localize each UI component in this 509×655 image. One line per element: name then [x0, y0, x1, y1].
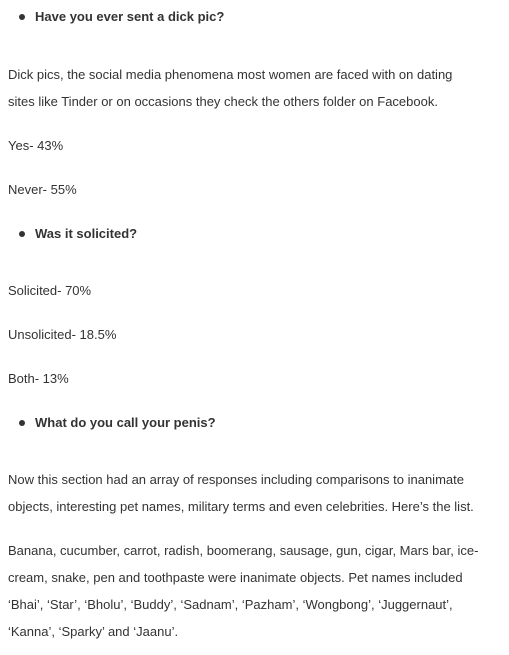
stat-never: [8, 176, 504, 203]
question-heading: [8, 226, 137, 241]
stat-text: Unsolicited- 18.5%: [8, 327, 117, 342]
stat-text: Never- 55%: [8, 182, 77, 197]
paragraph-line: cream, snake, pen and toothpaste were inanimate objects. Pet names included: [8, 570, 463, 585]
question-text: What do you call your penis?: [35, 415, 216, 430]
paragraph-line: objects, interesting pet names, military terms and even celebrities. Here’s the list.: [8, 499, 474, 514]
paragraph: [8, 61, 504, 115]
question-heading: [8, 415, 216, 430]
bullet-icon: [19, 420, 25, 426]
question-text: Have you ever sent a dick pic?: [35, 9, 225, 24]
stat-text: Both- 13%: [8, 371, 69, 386]
stat-text: Solicited- 70%: [8, 283, 92, 298]
paragraph-line: Banana, cucumber, carrot, radish, boomerang, sausage, gun, cigar, Mars bar, ice-: [8, 543, 479, 558]
question-heading: [8, 9, 224, 24]
stat-solicited: [8, 277, 504, 304]
bullet-icon: [19, 14, 25, 20]
paragraph-line: ‘Bhai’, ‘Star’, ‘Bholu’, ‘Buddy’, ‘Sadnam’, ‘Pazham’, ‘Wongbong’, ‘Juggernaut’,: [8, 597, 453, 612]
paragraph-line: ‘Kanna’, ‘Sparky’ and ‘Jaanu’.: [8, 624, 179, 639]
stat-both: [8, 365, 504, 392]
question-text: Was it solicited?: [35, 226, 138, 241]
stat-text: Yes- 43%: [8, 138, 64, 153]
paragraph-line: Dick pics, the social media phenomena most women are faced with on dating: [8, 67, 453, 82]
stat-unsolicited: [8, 321, 504, 348]
bullet-icon: [19, 231, 25, 237]
paragraph-line: Now this section had an array of responses including comparisons to inanimate: [8, 472, 464, 487]
paragraph: [8, 537, 504, 645]
paragraph: [8, 466, 504, 520]
paragraph-line: sites like Tinder or on occasions they check the others folder on Facebook.: [8, 94, 438, 109]
stat-yes: [8, 132, 504, 159]
